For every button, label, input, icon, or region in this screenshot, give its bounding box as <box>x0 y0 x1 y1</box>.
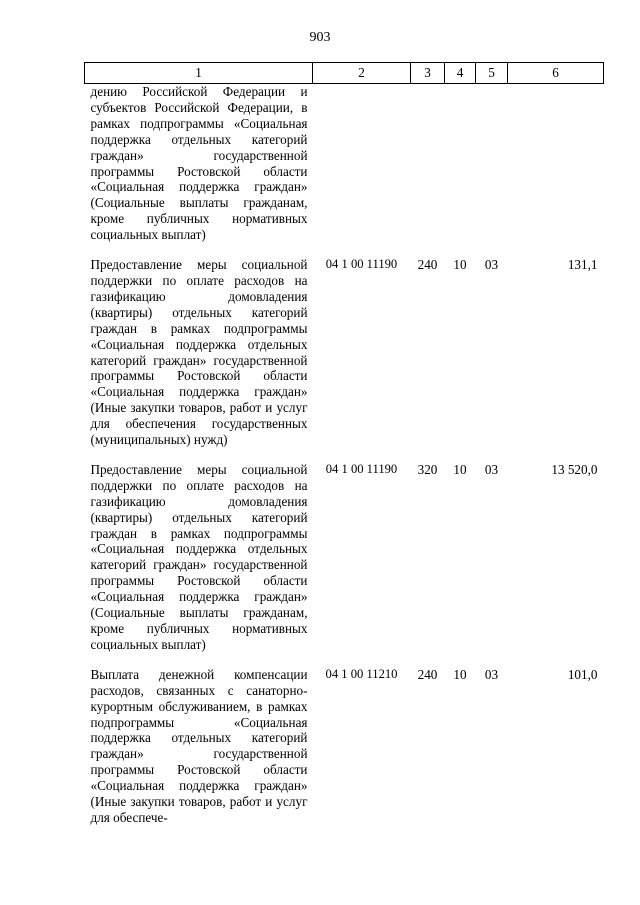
column-header-2: 2 <box>313 63 411 84</box>
row-section <box>445 84 476 244</box>
row-subsection <box>476 84 508 244</box>
row-expense-type <box>411 84 445 244</box>
table-row <box>85 84 604 244</box>
row-amount: 131,1 <box>567 257 598 273</box>
row-target-code: 04 1 00 11190 <box>325 257 398 272</box>
table-row <box>85 462 604 653</box>
row-spacer <box>85 653 604 667</box>
row-description: Выплата денежной компенсации расходов, связанных с санаторно-курортным обслуживанием, в рамках подпрограммы «Социальная поддержка отдельных категорий граждан» государственной программы Ростовской области «Социальная поддержка граждан» (Иные закупки товаров, работ и услуг для обеспече- <box>90 666 308 825</box>
table-row <box>85 257 604 448</box>
column-header-1: 1 <box>85 63 313 84</box>
row-subsection: 03 <box>484 461 499 477</box>
row-subsection: 03 <box>484 257 499 273</box>
row-amount: 13 520,0 <box>551 461 598 477</box>
row-subsection: 03 <box>484 666 499 682</box>
row-description: Предоставление меры социальной поддержки по оплате расходов на газификацию домовладения (квартиры) отдельных категорий граждан в рамках подпрограммы «Социальная поддержка отдельных категорий граждан» государственной программы Ростовской области «Социальная поддержка граждан» (Иные закупки товаров, работ и услуг для обеспечения государственных (муниципальных) нужд) <box>90 257 308 448</box>
row-description: дению Российской Федерации и субъектов Российской Федерации, в рамках подпрограммы «Социальная поддержка отдельных категорий граждан» государственной программы Ростовской области «Социальная поддержка граждан» (Социальные выплаты гражданам, кроме публичных нормативных социальных выплат) <box>90 84 308 243</box>
row-expense-type: 320 <box>417 461 438 477</box>
row-section: 10 <box>453 257 467 273</box>
row-amount: 101,0 <box>567 666 598 682</box>
row-section: 10 <box>453 461 467 477</box>
column-header-6: 6 <box>508 63 604 84</box>
column-header-4: 4 <box>445 63 476 84</box>
page-number: 903 <box>309 30 331 45</box>
row-expense-type: 240 <box>417 257 438 273</box>
row-target-code <box>313 84 411 244</box>
column-header-5: 5 <box>476 63 508 84</box>
row-description: Предоставление меры социальной поддержки по оплате расходов на газификацию домовладения (квартиры) отдельных категорий граждан в рамках подпрограммы «Социальная поддержка отдельных категорий граждан» государственной программы Ростовской области «Социальная поддержка граждан» (Социальные выплаты гражданам, кроме публичных нормативных социальных выплат) <box>90 461 308 652</box>
row-expense-type: 240 <box>417 666 438 682</box>
row-amount <box>508 84 604 244</box>
column-header-3: 3 <box>411 63 445 84</box>
row-section: 10 <box>453 666 467 682</box>
row-target-code: 04 1 00 11190 <box>325 461 398 476</box>
table-row <box>85 667 604 826</box>
row-spacer <box>85 243 604 257</box>
budget-table <box>84 62 604 826</box>
row-target-code: 04 1 00 11210 <box>325 666 398 681</box>
table-header-row <box>85 63 604 84</box>
row-spacer <box>85 448 604 462</box>
